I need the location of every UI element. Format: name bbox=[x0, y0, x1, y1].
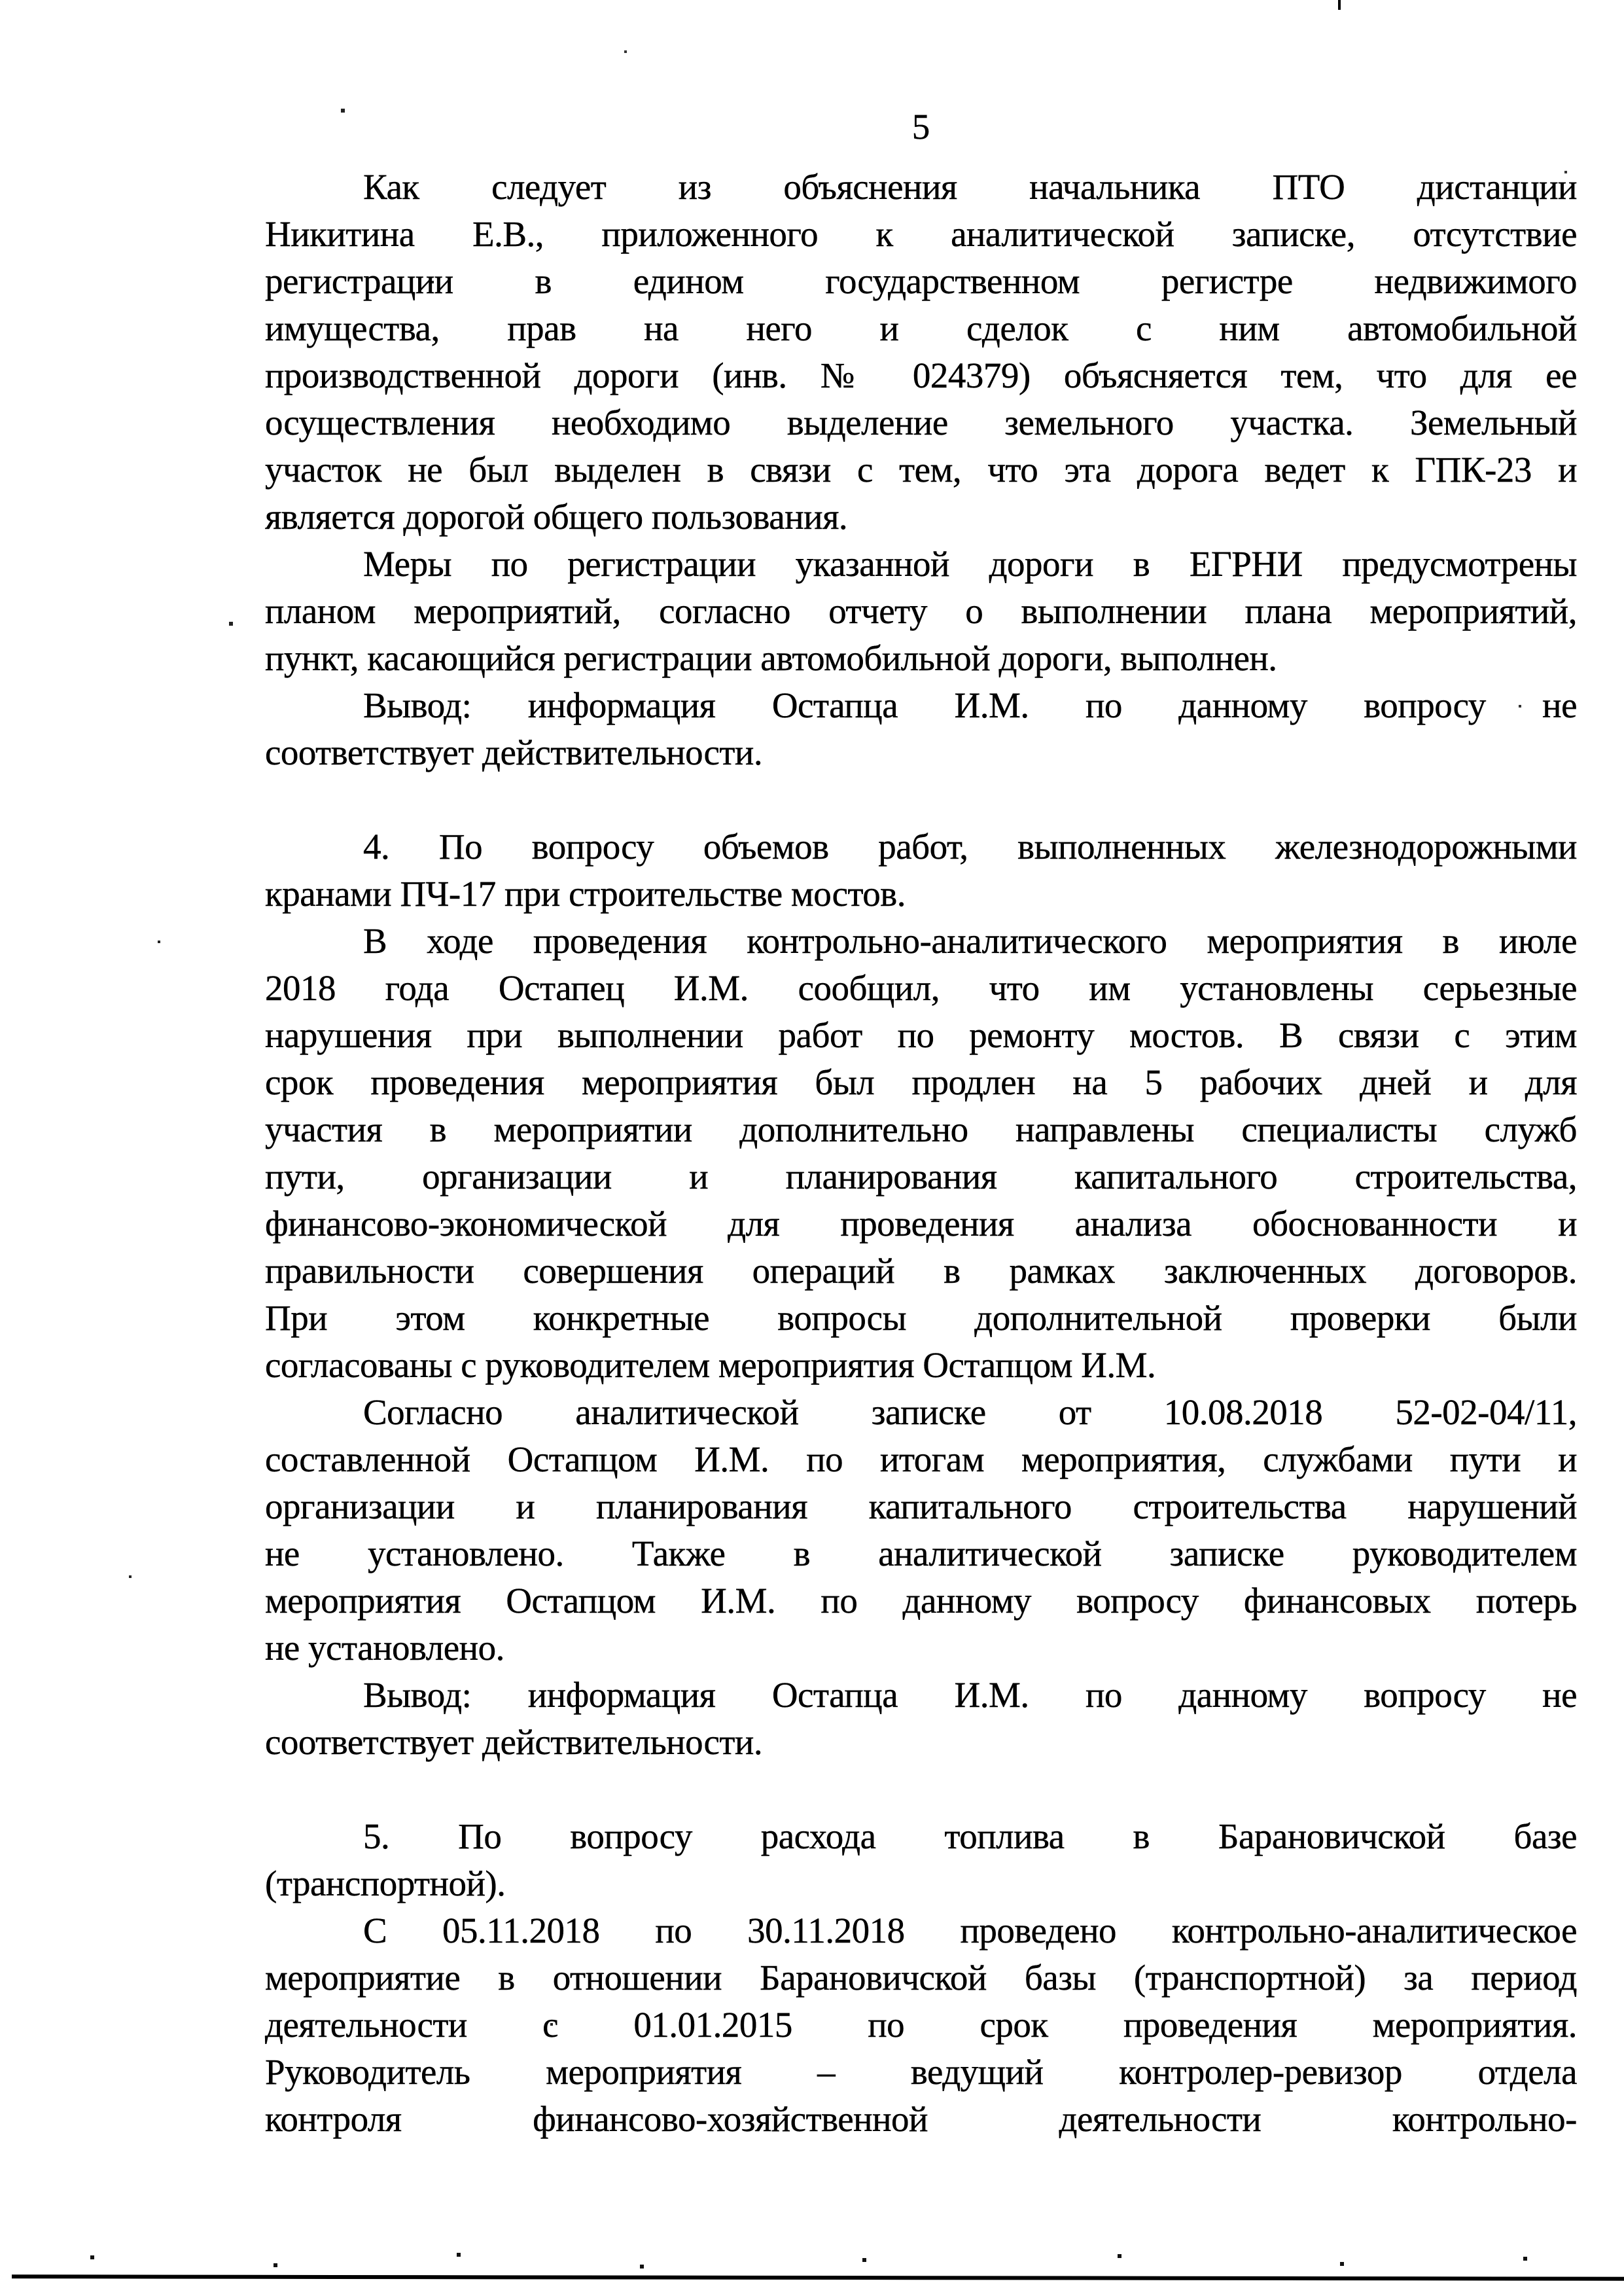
text-line: Вывод: информация Остапца И.М. по данному вопросу не bbox=[363, 1675, 1577, 1715]
text-line: финансово-экономической для проведения анализа обоснованности и bbox=[265, 1204, 1577, 1244]
text-line: согласованы с руководителем мероприятия Остапцом И.М. bbox=[265, 1345, 1156, 1385]
text-line: производственной дороги (инв. № 024379) объясняется тем, что для ее bbox=[265, 355, 1577, 395]
text-line: С 05.11.2018 по 30.11.2018 проведено контрольно-аналитическое bbox=[363, 1910, 1577, 1950]
text-line: 2018 года Остапец И.М. сообщил, что им установлены серьезные bbox=[265, 968, 1577, 1008]
text-line: кранами ПЧ-17 при строительстве мостов. bbox=[265, 874, 906, 914]
paragraph-conclusion-4 bbox=[265, 1672, 1577, 1766]
text-line: При этом конкретные вопросы дополнительной проверки были bbox=[265, 1298, 1577, 1338]
scan-artifact-bottom-line bbox=[12, 2274, 1624, 2280]
text-line: является дорогой общего пользования. bbox=[265, 497, 848, 537]
text-line: Руководитель мероприятия – ведущий контролер-ревизор отдела bbox=[265, 2052, 1577, 2092]
text-line: не установлено. Также в аналитической записке руководителем bbox=[265, 1534, 1577, 1573]
paragraph-section-5-event bbox=[265, 1907, 1577, 2143]
text-line: организации и планирования капитального строительства нарушений bbox=[265, 1486, 1577, 1526]
text-line: мероприятие в отношении Барановичской базы (транспортной) за период bbox=[265, 1958, 1577, 1998]
paragraph-nikitin-explanation bbox=[265, 164, 1577, 541]
text-line: пункт, касающийся регистрации автомобильной дороги, выполнен. bbox=[265, 638, 1277, 678]
text-line: участия в мероприятии дополнительно направлены специалисты служб bbox=[265, 1109, 1577, 1149]
text-line: нарушения при выполнении работ по ремонту мостов. В связи с этим bbox=[265, 1015, 1577, 1055]
text-line: 5. По вопросу расхода топлива в Барановичской базе bbox=[363, 1816, 1577, 1856]
text-line: соответствует действительности. bbox=[265, 1722, 763, 1762]
text-line: имущества, прав на него и сделок с ним автомобильной bbox=[265, 308, 1577, 348]
text-line: срок проведения мероприятия был продлен на 5 рабочих дней и для bbox=[265, 1062, 1577, 1102]
text-line: контроля финансово-хозяйственной деятельности контрольно- bbox=[265, 2099, 1577, 2139]
paragraph-registration-measures bbox=[265, 541, 1577, 682]
scan-artifact-bottom-noise bbox=[0, 0, 1, 1]
text-line: правильности совершения операций в рамках заключенных договоров. bbox=[265, 1251, 1577, 1291]
text-line: мероприятия Остапцом И.М. по данному вопросу финансовых потерь bbox=[265, 1581, 1577, 1621]
text-line: пути, организации и планирования капитального строительства, bbox=[265, 1157, 1577, 1196]
section-4-heading bbox=[265, 823, 1577, 918]
text-line: Меры по регистрации указанной дороги в ЕГРНИ предусмотрены bbox=[363, 544, 1577, 584]
text-line: (транспортной). bbox=[265, 1863, 506, 1903]
paragraph-section-4-event bbox=[265, 918, 1577, 1389]
document-text-block bbox=[265, 164, 1577, 2143]
text-line: регистрации в едином государственном регистре недвижимого bbox=[265, 261, 1577, 301]
paragraph-analytical-note bbox=[265, 1389, 1577, 1672]
text-line: не установлено. bbox=[265, 1628, 504, 1668]
text-line: Согласно аналитической записке от 10.08.2018 52-02-04/11, bbox=[363, 1392, 1577, 1432]
text-line: деятельности с 01.01.2015 по срок проведения мероприятия. bbox=[265, 2005, 1577, 2045]
text-line: Никитина Е.В., приложенного к аналитической записке, отсутствие bbox=[265, 214, 1577, 254]
text-line: соответствует действительности. bbox=[265, 732, 763, 772]
text-line: В ходе проведения контрольно-аналитического мероприятия в июле bbox=[363, 921, 1577, 961]
text-line: осуществления необходимо выделение земельного участка. Земельный bbox=[265, 403, 1577, 442]
paragraph-conclusion-3 bbox=[265, 682, 1577, 776]
scan-artifact-top-tick bbox=[1338, 0, 1341, 10]
paragraph-spacer bbox=[265, 1766, 1577, 1813]
text-line: Вывод: информация Остапца И.М. по данному вопросу не bbox=[363, 685, 1577, 725]
paragraph-spacer bbox=[265, 776, 1577, 823]
section-5-heading bbox=[265, 1813, 1577, 1907]
text-line: планом мероприятий, согласно отчету о выполнении плана мероприятий, bbox=[265, 591, 1577, 631]
text-line: 4. По вопросу объемов работ, выполненных железнодорожными bbox=[363, 827, 1577, 867]
text-line: Как следует из объяснения начальника ПТО дистанции bbox=[363, 167, 1577, 207]
text-line: участок не был выделен в связи с тем, что эта дорога ведет к ГПК-23 и bbox=[265, 450, 1577, 490]
text-line: составленной Остапцом И.М. по итогам мероприятия, службами пути и bbox=[265, 1439, 1577, 1479]
page-number: 5 bbox=[911, 107, 930, 147]
